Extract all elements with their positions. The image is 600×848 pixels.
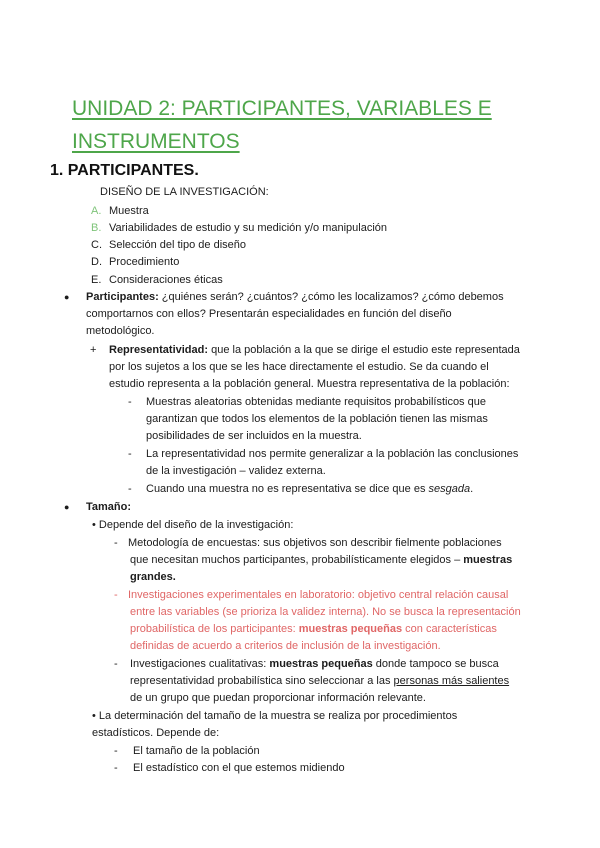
- dash-icon: -: [114, 537, 118, 549]
- text-line: por los sujetos a los que se les hace directamente el estudio. Se da cuando el: [109, 361, 489, 373]
- text-span: Cuando una muestra no es representativa se dice que es: [146, 483, 429, 495]
- text-line: definidas de acuerdo a criterios de inclusión de la investigación.: [130, 640, 441, 652]
- bold-term: muestras pequeñas: [298, 623, 403, 635]
- text-line: • Depende del diseño de la investigación:: [92, 519, 294, 531]
- text-span: que la población a la que se dirige el estudio este representada: [208, 344, 520, 356]
- list-item: El estadístico con el que estemos midiendo: [133, 762, 345, 774]
- text-span: con características: [402, 623, 497, 635]
- list-letter: A.: [91, 205, 102, 217]
- unit-title: [72, 92, 542, 158]
- list-item: Variabilidades de estudio y su medición y/o manipulación: [109, 222, 388, 234]
- text-line: estadísticos. Depende de:: [92, 727, 220, 739]
- list-item: Procedimiento: [109, 256, 180, 268]
- underlined-term: personas más salientes: [393, 675, 510, 687]
- text-line: Investigaciones experimentales en laboratorio: objetivo central relación causal: [128, 589, 509, 601]
- experimentales-line: [130, 621, 497, 638]
- representatividad-paragraph: [109, 342, 520, 359]
- dash-icon: -: [114, 589, 118, 601]
- list-letter: C.: [91, 239, 102, 251]
- text-span: que necesitan muchos participantes, probabilísticamente elegidos –: [130, 554, 464, 566]
- dash-icon: -: [114, 745, 118, 757]
- list-item: Consideraciones éticas: [109, 274, 223, 286]
- cualitativas-line: [130, 673, 509, 690]
- participantes-paragraph: [86, 289, 504, 306]
- list-item: Muestra: [109, 205, 149, 217]
- text-span: donde tampoco se busca: [372, 658, 499, 670]
- unit-title-line-2: INSTRUMENTOS: [72, 130, 240, 153]
- text-line: entre las variables (se prioriza la validez interna). No se busca la representación: [130, 606, 521, 618]
- text-line: de la investigación – validez externa.: [146, 465, 326, 477]
- tamano-label: Tamaño:: [86, 501, 132, 513]
- text-line: • La determinación del tamaño de la muestra se realiza por procedimientos: [92, 710, 458, 722]
- sesgada-line: [146, 481, 473, 498]
- text-span: .: [470, 483, 474, 495]
- encuestas-line: [130, 552, 512, 569]
- participantes-label: Participantes:: [86, 291, 159, 303]
- text-line: garantizan que todos los elementos de la población tienen las mismas: [146, 413, 488, 425]
- plus-icon: +: [90, 344, 97, 356]
- text-line: de un grupo que puedan proporcionar información relevante.: [130, 692, 426, 704]
- text-span: Investigaciones cualitativas:: [130, 658, 270, 670]
- text-span: probabilística de los participantes:: [130, 623, 299, 635]
- bullet-icon: ●: [64, 502, 70, 512]
- bold-term: muestras pequeñas: [269, 658, 373, 670]
- list-letter: E.: [91, 274, 102, 286]
- text-line: metodológico.: [86, 325, 155, 337]
- dash-icon: -: [114, 762, 118, 774]
- text-line: Metodología de encuestas: sus objetivos son describir fielmente poblaciones: [128, 537, 502, 549]
- section-heading-participantes: 1. PARTICIPANTES.: [50, 162, 199, 179]
- dash-icon: -: [128, 396, 132, 408]
- text-line: estudio representa a la población general. Muestra representativa de la población:: [109, 378, 510, 390]
- text-span: ¿quiénes serán? ¿cuántos? ¿cómo les localizamos? ¿cómo debemos: [158, 291, 504, 303]
- representatividad-label: Representatividad:: [109, 344, 209, 356]
- unit-title-line-1: UNIDAD 2: PARTICIPANTES, VARIABLES E: [72, 97, 492, 120]
- dash-icon: -: [114, 658, 118, 670]
- list-item: Selección del tipo de diseño: [109, 239, 246, 251]
- cualitativas-line: [130, 656, 499, 673]
- text-line: comportarnos con ellos? Presentarán especialidades en función del diseño: [86, 308, 452, 320]
- diseno-label: DISEÑO DE LA INVESTIGACIÓN:: [100, 186, 269, 198]
- text-line: posibilidades de ser incluidos en la muestra.: [146, 430, 362, 442]
- sesgada-term: sesgada: [428, 483, 471, 495]
- text-line: La representatividad nos permite generalizar a la población las conclusiones: [146, 448, 519, 460]
- bold-term: grandes.: [130, 571, 176, 583]
- text-span: representatividad probabilística sino seleccionar a las: [130, 675, 394, 687]
- bold-term: muestras: [463, 554, 513, 566]
- list-letter: D.: [91, 256, 102, 268]
- dash-icon: -: [128, 448, 132, 460]
- text-line: Muestras aleatorias obtenidas mediante requisitos probabilísticos que: [146, 396, 486, 408]
- list-letter: B.: [91, 222, 102, 234]
- dash-icon: -: [128, 483, 132, 495]
- list-item: El tamaño de la población: [133, 745, 260, 757]
- bullet-icon: ●: [64, 292, 70, 302]
